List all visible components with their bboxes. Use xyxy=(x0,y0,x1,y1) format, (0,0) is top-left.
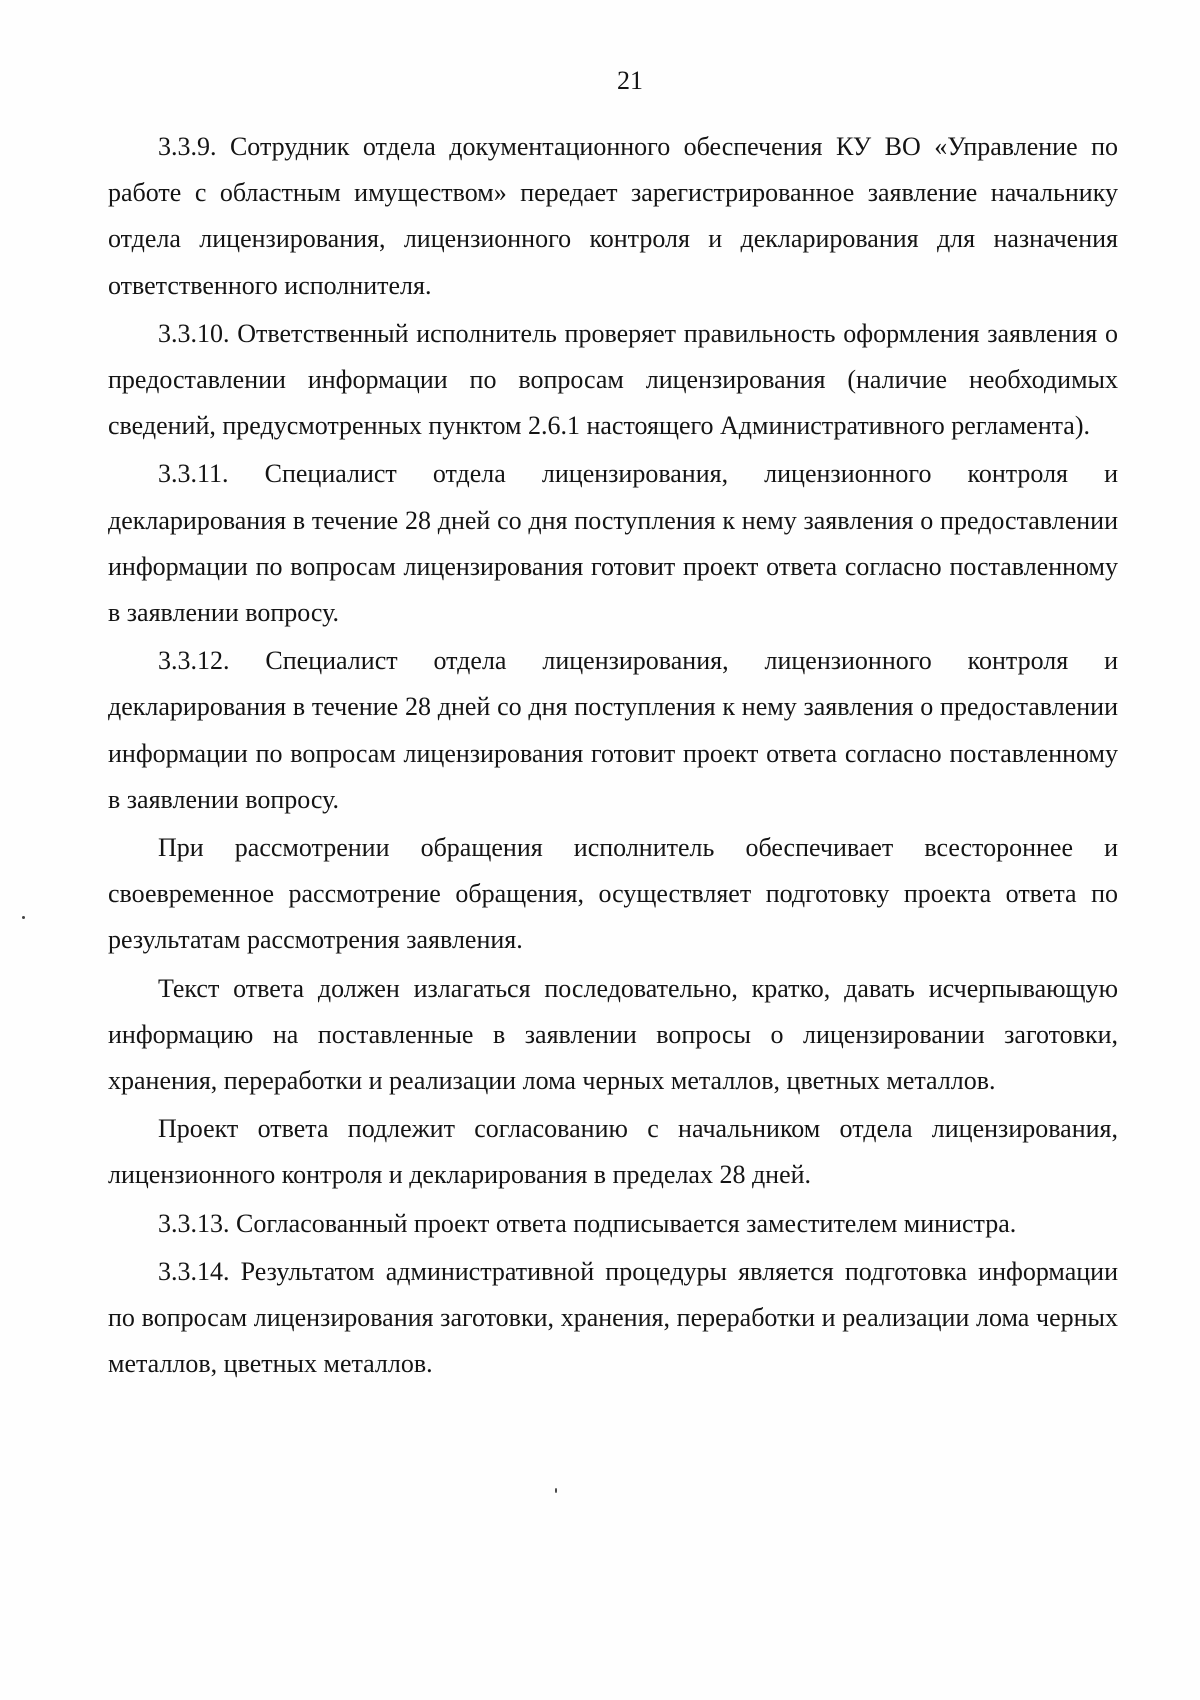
scan-speck xyxy=(555,1488,557,1493)
paragraph-3-3-12: 3.3.12. Специалист отдела лицензирования, лицензионного контроля и декларирования в течение 28 дней со дня поступления к нему заявления о предоставлении информации по вопросам лицензирования готовит проект ответа согласно поставленному в заявлении вопросу. xyxy=(108,646,1118,814)
document-body xyxy=(108,124,1118,1387)
paragraph-approval: Проект ответа подлежит согласованию с начальником отдела лицензирования, лицензионного контроля и декларирования в пределах 28 дней. xyxy=(108,1114,1118,1190)
paragraph-consideration: При рассмотрении обращения исполнитель обеспечивает всестороннее и своевременное рассмотрение обращения, осуществляет подготовку проекта ответа по результатам рассмотрения заявления. xyxy=(108,833,1118,955)
paragraph-3-3-14: 3.3.14. Результатом административной процедуры является подготовка информации по вопросам лицензирования заготовки, хранения, переработки и реализации лома черных металлов, цветных металлов. xyxy=(108,1256,1118,1379)
paragraph-3-3-9: 3.3.9. Сотрудник отдела документационного обеспечения КУ ВО «Управление по работе с областным имуществом» передает зарегистрированное заявление начальнику отдела лицензирования, лицензионного контроля и декларирования для назначения ответственного исполнителя. xyxy=(108,132,1118,300)
paragraph-answer-text: Текст ответа должен излагаться последовательно, кратко, давать исчерпывающую информацию на поставленные в заявлении вопросы о лицензировании заготовки, хранения, переработки и реализации лома черных металлов, цветных металлов. xyxy=(108,973,1118,1096)
scan-speck xyxy=(22,916,25,919)
page-number: 21 xyxy=(617,66,643,95)
paragraph-3-3-10: 3.3.10. Ответственный исполнитель проверяет правильность оформления заявления о предоставлении информации по вопросам лицензирования (наличие необходимых сведений, предусмотренных пунктом 2.6.1 настоящего Административного регламента). xyxy=(108,318,1118,441)
paragraph-3-3-13: 3.3.13. Согласованный проект ответа подписывается заместителем министра. xyxy=(158,1208,1017,1238)
paragraph-3-3-11: 3.3.11. Специалист отдела лицензирования, лицензионного контроля и декларирования в течение 28 дней со дня поступления к нему заявления о предоставлении информации по вопросам лицензирования готовит проект ответа согласно поставленному в заявлении вопросу. xyxy=(108,459,1118,628)
